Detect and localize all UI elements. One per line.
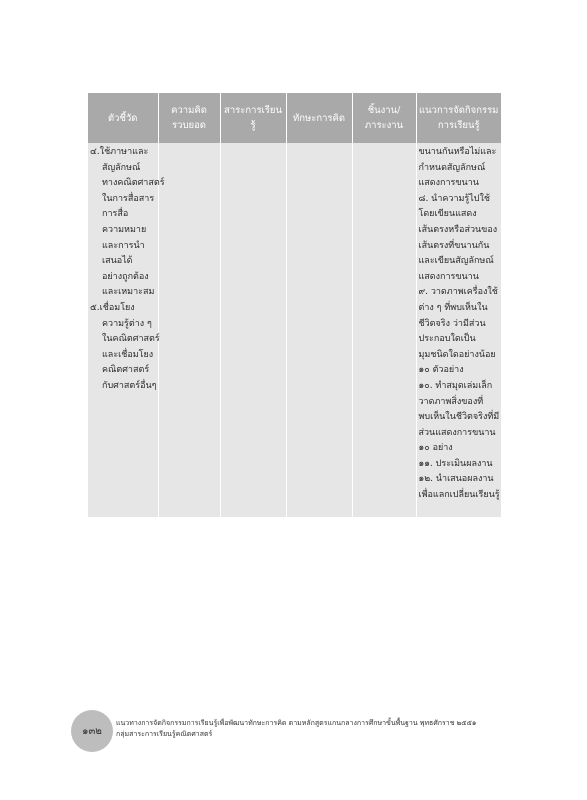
activity-cell (416, 143, 501, 517)
activity-line: เส้นตรงหรือส่วนของ (418, 224, 498, 235)
activity-line: และเขียนสัญลักษณ์ (418, 256, 494, 267)
activity-line: ส่วนแสดงการขนาน (418, 427, 496, 438)
indicator-line: เสนอได้ (102, 256, 133, 267)
activity-line: ๑๐. ทำสมุดเล่มเล็ก (418, 380, 493, 391)
indicator-cell (88, 143, 165, 517)
activity-line: ขนานกันหรือไม่และ (418, 147, 497, 157)
activity-line: แสดงการขนาน (418, 178, 479, 189)
activity-line: โดยเขียนแสดง (418, 209, 477, 220)
indicator-line: ๔.ใช้ภาษาและ (90, 147, 149, 157)
thinking-skill-cell (286, 143, 352, 517)
indicator-line: อย่างถูกต้อง (102, 271, 149, 282)
activity-line: ๑๐ ตัวอย่าง (418, 365, 464, 376)
header-content: สาระการเรียนรู้ (220, 93, 286, 143)
header-activity: แนวการจัดกิจกรรม การเรียนรู้ (416, 93, 501, 143)
content-cell (220, 143, 286, 517)
concept-cell (158, 143, 220, 517)
curriculum-table (88, 93, 501, 517)
header-thinking-skill: ทักษะการคิด (286, 93, 352, 143)
indicator-line: และการนำ (102, 240, 145, 251)
header-indicator: ตัวชี้วัด (88, 93, 158, 143)
indicator-line: ในคณิตศาสตร์ (102, 334, 160, 345)
activity-line: ต่าง ๆ ที่พบเห็นใน (418, 302, 488, 313)
indicator-list (90, 145, 165, 395)
indicator-line: และเหมาะสม (102, 287, 155, 298)
indicator-line: สัญลักษณ์ (102, 162, 141, 173)
indicator-line: ความรู้ต่าง ๆ (102, 318, 152, 329)
header-concept: ความคิด รวบยอด (158, 93, 220, 143)
footer-text (116, 718, 476, 740)
activity-line: เส้นตรงที่ขนานกัน (418, 240, 490, 251)
indicator-line: การสื่อ (102, 209, 129, 220)
activity-line: ๑๒. นำเสนอผลงาน (418, 474, 494, 485)
activity-line: แสดงการขนาน (418, 271, 479, 282)
activity-line: เพื่อแลกเปลี่ยนเรียนรู้ (418, 490, 500, 501)
activity-line: มุมชนิดใดอย่างน้อย (418, 349, 496, 360)
activity-list (419, 145, 500, 504)
activity-line: ๙. วาดภาพเครื่องใช้ (418, 287, 498, 298)
header-task: ชิ้นงาน/ ภาระงาน (352, 93, 416, 143)
activity-line: ประกอบใดเป็น (418, 334, 476, 345)
activity-line: ๑๑. ประเมินผลงาน (418, 458, 493, 469)
activity-line: วาดภาพสิ่งของที่ (418, 396, 484, 407)
indicator-line: ในการสื่อสาร (102, 193, 155, 204)
indicator-line: ความหมาย (102, 224, 147, 235)
activity-line: ๑๐ อย่าง (418, 443, 453, 454)
footer-line-2: กลุ่มสาระการเรียนรู้คณิตศาสตร์ (116, 730, 213, 738)
page-number: ๑๓๒ (71, 710, 113, 752)
indicator-line: คณิตศาสตร์ (102, 365, 150, 376)
activity-line: พบเห็นในชีวิตจริงที่มี (418, 412, 500, 423)
activity-line: ชีวิตจริง ว่ามีส่วน (418, 318, 486, 329)
indicator-line: กับศาสตร์อื่นๆ (102, 380, 157, 391)
table-row (88, 143, 501, 517)
indicator-line: ๕.เชื่อมโยง (90, 302, 135, 313)
activity-line: กำหนดสัญลักษณ์ (418, 162, 486, 173)
task-cell (352, 143, 416, 517)
indicator-line: และเชื่อมโยง (102, 349, 154, 360)
table-header-row (88, 93, 501, 143)
indicator-line: ทางคณิตศาสตร์ (102, 178, 165, 189)
activity-line: ๘. นำความรู้ไปใช้ (418, 193, 491, 204)
footer-line-1: แนวทางการจัดกิจกรรมการเรียนรู้เพื่อพัฒนาทักษะการคิด ตามหลักสูตรแกนกลางการศึกษาขั้นพื้นฐาน พุทธศักราช ๒๕๕๑ (116, 719, 477, 727)
